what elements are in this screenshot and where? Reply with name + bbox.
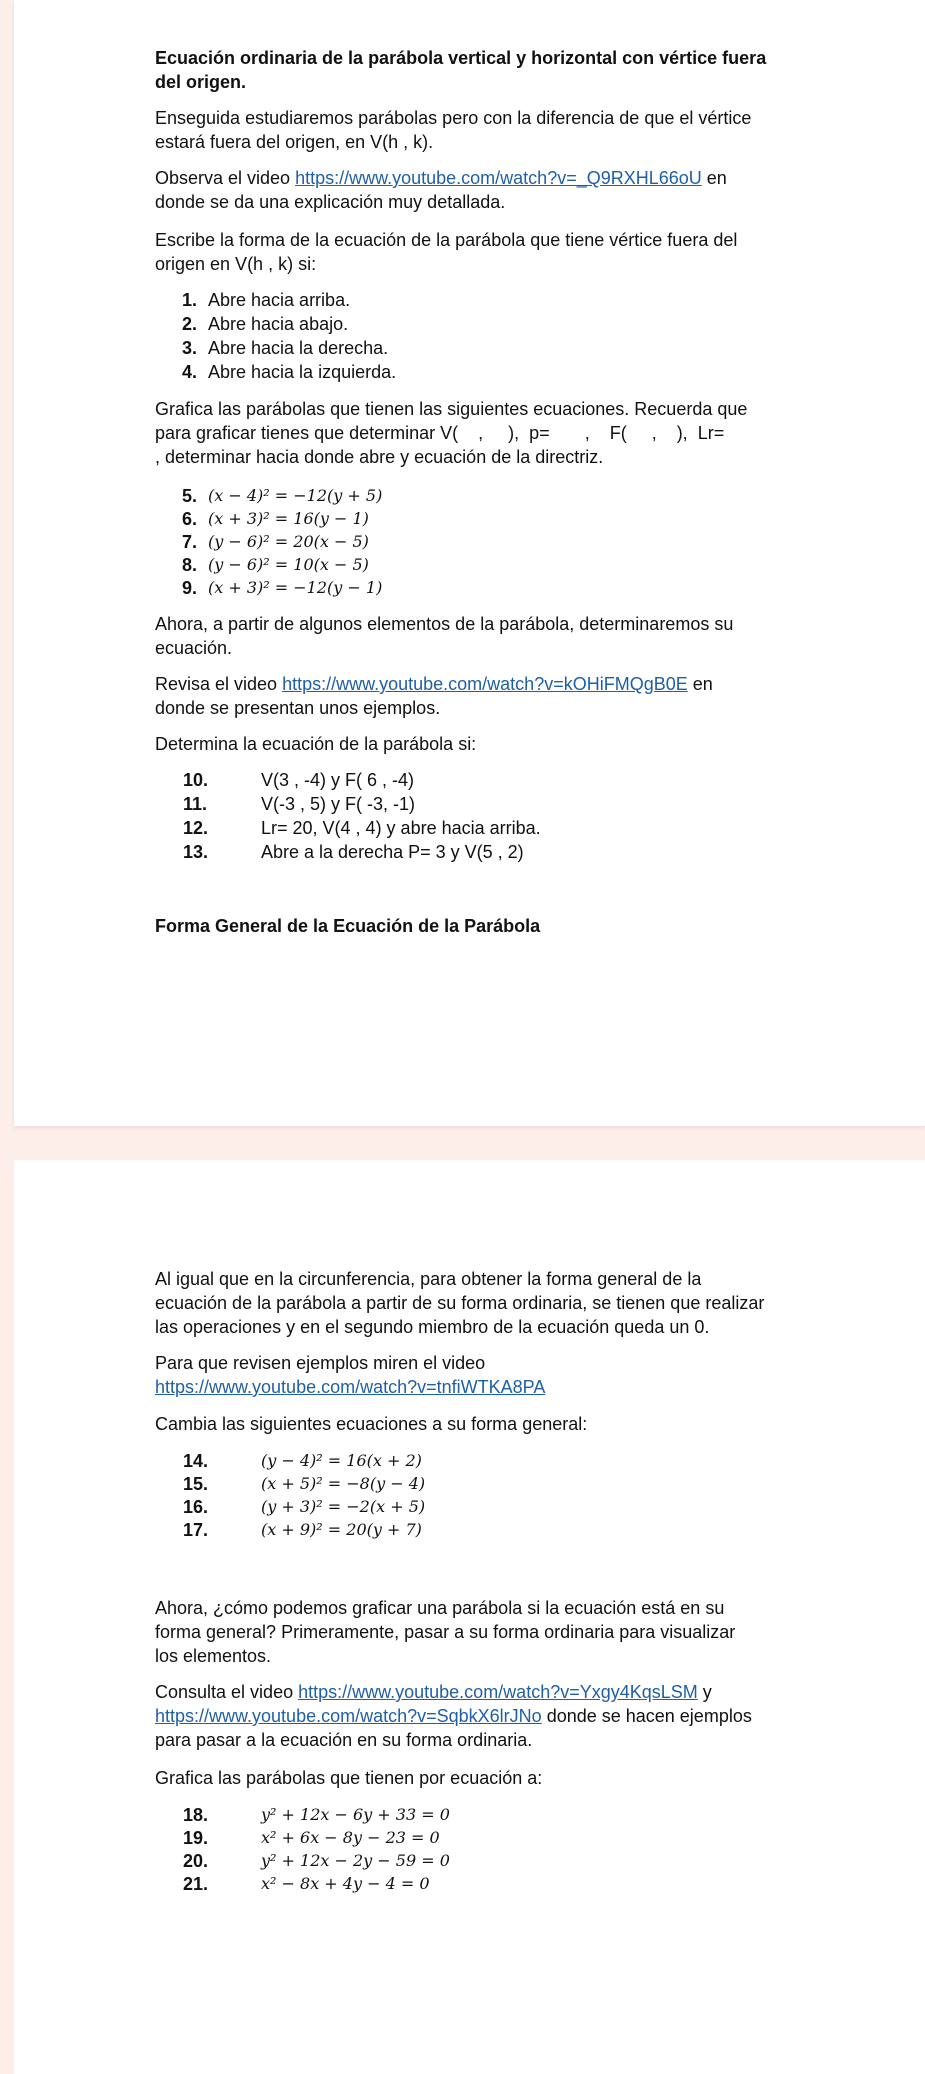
video-link-5[interactable]: https://www.youtube.com/watch?v=SqbkX6lrJNo [155, 1706, 542, 1726]
video-link-1[interactable]: https://www.youtube.com/watch?v=_Q9RXHL66oU [295, 168, 702, 188]
grafica-text: Grafica las parábolas que tienen por ecuación a: [155, 1768, 543, 1788]
intro-paragraph: Enseguida estudiaremos parábolas pero con la diferencia de que el vértice estará fuera del origen, en V(h , k). [155, 108, 752, 152]
document-page-1: Ecuación ordinaria de la parábola vertical y horizontal con vértice fuera del origen. Enseguida estudiaremos parábolas pero con la diferencia de que el vértice estará fuera del origen, en V(h , k). Observa el video https://www.youtube.com/watch?v=_Q9RXHL66oU en donde se da una explicación muy detallada. Escribe la forma de la ecuación de la parábola que tiene vértice fuera del origen en V(h , k) si: 1. Abre hacia arriba. 2. Abre hacia abajo. 3. Abre hacia la derecha. 4. Abre hacia la izquierda. Grafica las parábolas que tienen las siguientes ecuaciones. Recuerda que para graficar tienes que determinar V( , ), p= , F( , ), Lr= , determinar hacia donde abre y ecuación de la directriz. 5. (x − 4)² = −12(y + 5) 6. (x + 3)² = 16(y − 1) 7. (y − 6)² = 20(x − 5) 8. (y − 6)² = 10(x − 5) 9. (x + 3)² = −12(y − 1) Ahora, a partir de algunos elementos de la parábola, determinaremos su ecuación. Revisa el video https://www.youtube.com/watch?v=kOHiFMQgB0E en donde se presentan unos ejemplos. Determina la ecuación de la parábola si: 10. V(3 , -4) y F( 6 , -4) 11. V(-3 , 5) y F( -3, -1) 12. Lr= 20, V(4 , 4) y abre hacia arriba. 13. Abre a la derecha P= 3 y V(5 , 2) Forma General de la Ecuación de la Parábola [14, 0, 925, 1126]
section-title: Ecuación ordinaria de la parábola vertical y horizontal con vértice fuera del origen. [155, 48, 767, 92]
video-link-2[interactable]: https://www.youtube.com/watch?v=kOHiFMQgB0E [282, 674, 688, 694]
general-intro-paragraph: Al igual que en la circunferencia, para obtener la forma general de la ecuación de la parábola a partir de su forma ordinaria, se tienen que realizar las operaciones y en el segundo miembro de la ecuación queda un 0. [155, 1269, 765, 1337]
determina-text: Determina la ecuación de la parábola si: [155, 734, 477, 754]
ahora-general-paragraph: Ahora, ¿cómo podemos graficar una parábola si la ecuación está en su forma general? Primeramente, pasar a su forma ordinaria para visualizar los elementos. [155, 1598, 736, 1666]
consulta-paragraph: Consulta el video https://www.youtube.com/watch?v=Yxgy4KqsLSM y https://www.youtube.com/watch?v=SqbkX6lrJNo donde se hacen ejemplos para pasar a la ecuación en su forma ordinaria. [155, 1682, 752, 1750]
video-paragraph-2: Revisa el video https://www.youtube.com/watch?v=kOHiFMQgB0E en donde se presentan unos ejemplos. [155, 674, 713, 718]
video-paragraph-1: Observa el video https://www.youtube.com/watch?v=_Q9RXHL66oU en donde se da una explicación muy detallada. [155, 168, 727, 212]
video-link-3[interactable]: https://www.youtube.com/watch?v=tnfiWTKA8PA [155, 1377, 546, 1397]
graph-paragraph: Grafica las parábolas que tienen las siguientes ecuaciones. Recuerda que para graficar tienes que determinar V( , ), p= , F( , ), Lr= , determinar hacia donde abre y ecuación de la directriz. [155, 399, 748, 467]
general-form-heading: Forma General de la Ecuación de la Parábola [155, 916, 541, 936]
ahora-paragraph: Ahora, a partir de algunos elementos de la parábola, determinaremos su ecuación. [155, 614, 734, 658]
video-link-4[interactable]: https://www.youtube.com/watch?v=Yxgy4KqsLSM [298, 1682, 698, 1702]
write-paragraph: Escribe la forma de la ecuación de la parábola que tiene vértice fuera del origen en V(h , k) si: [155, 230, 738, 274]
cambia-text: Cambia las siguientes ecuaciones a su forma general: [155, 1414, 588, 1434]
review-paragraph: Para que revisen ejemplos miren el video https://www.youtube.com/watch?v=tnfiWTKA8PA [155, 1353, 546, 1397]
document-page-2: Al igual que en la circunferencia, para obtener la forma general de la ecuación de la parábola a partir de su forma ordinaria, se tienen que realizar las operaciones y en el segundo miembro de la ecuación queda un 0. Para que revisen ejemplos miren el video https://www.youtube.com/watch?v=tnfiWTKA8PA Cambia las siguientes ecuaciones a su forma general: 14. (y − 4)² = 16(x + 2) 15. (x + 5)² = −8(y − 4) 16. (y + 3)² = −2(x + 5) 17. (x + 9)² = 20(y + 7) Ahora, ¿cómo podemos graficar una parábola si la ecuación está en su forma general? Primeramente, pasar a su forma ordinaria para visualizar los elementos. Consulta el video https://www.youtube.com/watch?v=Yxgy4KqsLSM y https://www.youtube.com/watch?v=SqbkX6lrJNo donde se hacen ejemplos para pasar a la ecuación en su forma ordinaria. Grafica las parábolas que tienen por ecuación a: 18. y² + 12x − 6y + 33 = 0 19. x² + 6x − 8y − 23 = 0 20. y² + 12x − 2y − 59 = 0 21. x² − 8x + 4y − 4 = 0 [14, 1160, 925, 2074]
